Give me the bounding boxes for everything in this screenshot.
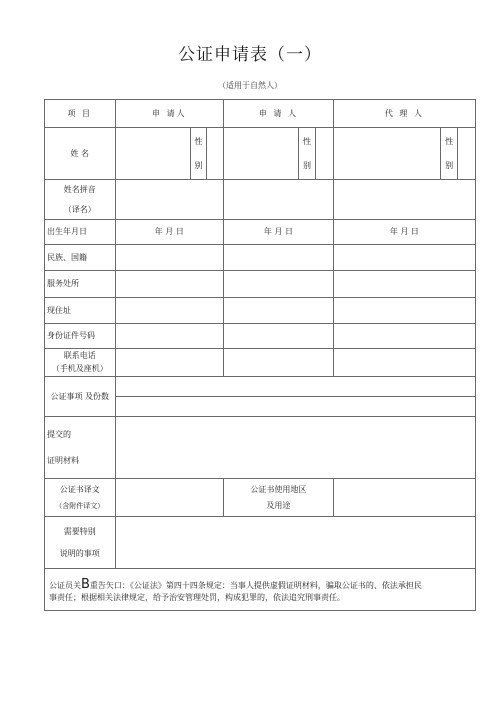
gender-label-top: 性 — [302, 136, 311, 146]
gender-label-top: 性 — [194, 136, 203, 146]
id-number-row — [45, 324, 476, 349]
application-form-table — [44, 99, 476, 611]
gender-label-bottom: 别 — [302, 160, 311, 170]
usage-field[interactable] — [333, 479, 475, 517]
gender-label-bottom: 别 — [194, 160, 203, 170]
materials-row — [45, 417, 476, 479]
applicant-2-phone-field[interactable] — [224, 349, 334, 377]
pinyin-label-main: 姓名拼音 — [63, 184, 96, 194]
phone-label — [45, 349, 116, 377]
translation-label-main: 公证书译文 — [59, 484, 100, 494]
workplace-label: 服务处所 — [45, 271, 116, 298]
agent-address-field[interactable] — [333, 298, 475, 324]
agent-id-field[interactable] — [333, 324, 475, 349]
special-field[interactable] — [115, 517, 475, 569]
header-row — [45, 100, 476, 128]
applicant-2-pinyin-field[interactable] — [224, 180, 334, 220]
ethnicity-label: 民族、国籍 — [45, 245, 116, 271]
applicant-2-gender-label — [299, 128, 316, 180]
applicant-2-name-field[interactable] — [224, 128, 299, 180]
footer-warning-row — [45, 569, 476, 611]
applicant-2-ethnicity-field[interactable] — [224, 245, 334, 271]
applicant-1-name-field[interactable] — [115, 128, 190, 180]
applicant-2-workplace-field[interactable] — [224, 271, 334, 298]
translation-field[interactable] — [115, 479, 224, 517]
legal-warning-line-1-text: 重告矢口：《公证法》第四十四条规定：当事人提供虚假证明材料，骗取公证书的、依法承担民 — [89, 580, 422, 590]
pinyin-label — [45, 180, 116, 220]
applicant-1-birth-field[interactable]: 年 月 日 — [115, 220, 224, 245]
applicant-2-address-field[interactable] — [224, 298, 334, 324]
legal-warning — [45, 569, 476, 611]
usage-label — [224, 479, 334, 517]
agent-name-field[interactable] — [333, 128, 440, 180]
agent-pinyin-field[interactable] — [333, 180, 475, 220]
name-label: 姓 名 — [45, 128, 116, 180]
address-label: 现住址 — [45, 298, 116, 324]
applicant-1-gender-label — [190, 128, 207, 180]
agent-phone-field[interactable] — [333, 349, 475, 377]
address-row — [45, 298, 476, 324]
header-item: 项 目 — [45, 100, 116, 128]
usage-label-line-2: 及用途 — [266, 500, 291, 510]
applicant-1-address-field[interactable] — [115, 298, 224, 324]
ethnicity-row — [45, 245, 476, 271]
id-number-label: 身份证件号码 — [45, 324, 116, 349]
birth-label: 出生年月日 — [45, 220, 116, 245]
applicant-2-gender-field[interactable] — [315, 128, 333, 180]
applicant-1-ethnicity-field[interactable] — [115, 245, 224, 271]
materials-label-line-1: 提交的 — [47, 429, 71, 439]
matter-field-line-1[interactable] — [115, 377, 475, 397]
materials-label-line-2: 证明材料 — [47, 455, 79, 465]
materials-field[interactable] — [115, 417, 475, 479]
agent-gender-field[interactable] — [458, 128, 476, 180]
agent-birth-field[interactable]: 年 月 日 — [333, 220, 475, 245]
matter-label: 公证事项 及份数 — [45, 377, 116, 417]
applicant-2-id-field[interactable] — [224, 324, 334, 349]
header-agent: 代 理 人 — [333, 100, 475, 128]
translation-label-sub: （含附件译文） — [55, 502, 105, 511]
birth-row — [45, 220, 476, 245]
materials-label — [45, 417, 116, 479]
gender-label-bottom: 别 — [445, 160, 454, 170]
gender-label-top: 性 — [445, 136, 454, 146]
applicant-1-workplace-field[interactable] — [115, 271, 224, 298]
special-label — [45, 517, 116, 569]
agent-workplace-field[interactable] — [333, 271, 475, 298]
applicant-1-phone-field[interactable] — [115, 349, 224, 377]
pinyin-row — [45, 180, 476, 220]
header-applicant-2: 申 请 人 — [224, 100, 334, 128]
legal-warning-line-2: 事责任；根据相关法律规定，给予治安管理处罚，构成犯罪的，依法追究刑事责任。 — [49, 592, 345, 602]
special-label-line-2: 说明的事项 — [59, 548, 100, 558]
applicant-1-gender-field[interactable] — [207, 128, 224, 180]
phone-row — [45, 349, 476, 377]
matter-field-line-2[interactable] — [115, 397, 475, 417]
workplace-row — [45, 271, 476, 298]
translation-row — [45, 479, 476, 517]
agent-gender-label — [441, 128, 458, 180]
phone-label-main: 联系电话 — [63, 351, 96, 361]
special-row — [45, 517, 476, 569]
form-title: 公证申请表（一） — [178, 45, 322, 65]
form-subtitle: （适用于自然人） — [218, 81, 282, 90]
applicant-2-birth-field[interactable]: 年 月 日 — [224, 220, 334, 245]
name-row — [45, 128, 476, 180]
matter-row — [45, 377, 476, 397]
applicant-1-pinyin-field[interactable] — [115, 180, 224, 220]
phone-label-sub: （手机及座机） — [51, 364, 108, 373]
special-label-line-1: 需要特别 — [63, 526, 96, 536]
usage-label-line-1: 公证书使用地区 — [250, 484, 307, 494]
legal-warning-line-1 — [49, 577, 471, 593]
legal-warning-prefix: 公证员关 — [49, 580, 81, 590]
header-applicant-1: 申 请人 — [115, 100, 224, 128]
pinyin-label-sub: （译名） — [63, 204, 96, 214]
applicant-1-id-field[interactable] — [115, 324, 224, 349]
translation-label — [45, 479, 116, 517]
legal-warning-big-letter: B — [81, 576, 90, 592]
agent-ethnicity-field[interactable] — [333, 245, 475, 271]
